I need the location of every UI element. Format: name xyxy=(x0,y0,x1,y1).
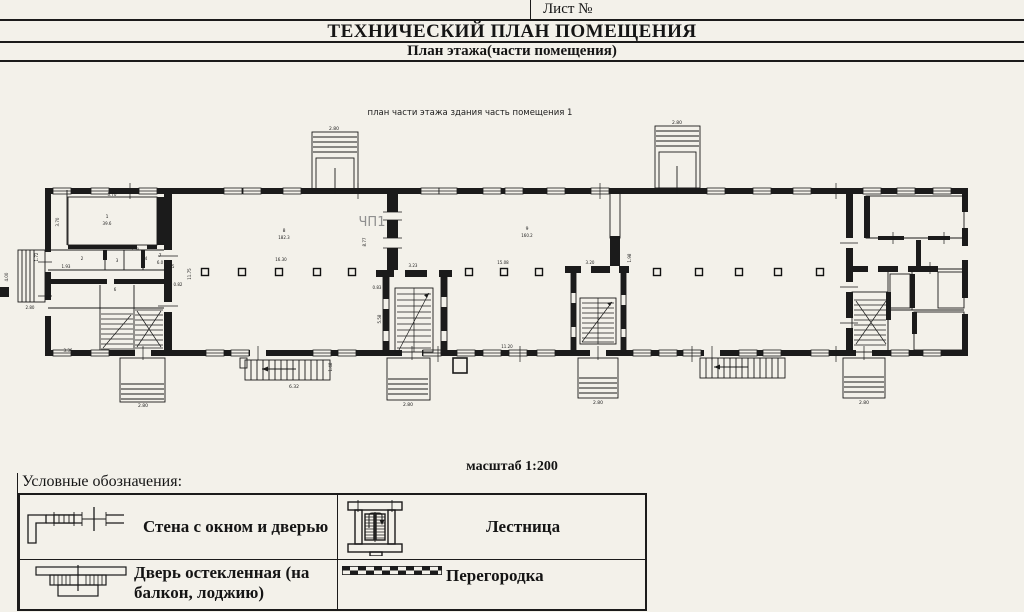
document-title: ТЕХНИЧЕСКИЙ ПЛАН ПОМЕЩЕНИЯ xyxy=(0,19,1024,43)
room-area: 182.3 xyxy=(278,235,290,240)
sheet-number-label: Лист № xyxy=(543,1,593,17)
door-openings xyxy=(45,212,968,356)
legend-label-partition: Перегородка xyxy=(446,566,544,585)
document-subtitle: План этажа(части помещения) xyxy=(0,43,1024,62)
dimension: 2.80 xyxy=(592,401,604,406)
stair-treads xyxy=(101,288,886,352)
dimension: 0.82 xyxy=(173,282,183,287)
legend-cell-wall-window-door xyxy=(20,495,338,560)
dimension: 0.83 xyxy=(372,285,382,290)
legend-title: Условные обозначения: xyxy=(22,473,183,490)
dimension: 4.00 xyxy=(4,272,9,282)
room-number: 2 xyxy=(80,256,84,261)
legend xyxy=(17,473,646,611)
sheet-number-cell xyxy=(530,0,592,19)
dimension: 5.58 xyxy=(377,314,382,324)
dimension: 1.72 xyxy=(34,252,39,262)
dimension: 3.36 xyxy=(63,348,73,353)
room-number: 8 xyxy=(282,229,286,234)
room-number: 3 xyxy=(115,258,119,263)
stair-arrows xyxy=(262,293,720,372)
room-number: 4 xyxy=(144,256,148,261)
partition-symbol xyxy=(342,566,442,576)
dimension: 11.75 xyxy=(187,268,192,280)
legend-cell-partition xyxy=(338,560,645,609)
glazed-door-symbol xyxy=(28,565,128,599)
stairs-symbol xyxy=(342,498,408,556)
legend-label-stairs: Лестница xyxy=(486,517,561,537)
legend-table xyxy=(18,493,647,611)
dimension: 2.80 xyxy=(858,401,870,406)
wall-window-door-symbol xyxy=(24,507,129,547)
dimension: 6.32 xyxy=(288,385,300,390)
room-area: 39.6 xyxy=(102,221,112,226)
room-area: 6.0 xyxy=(156,260,164,265)
room-area: 160.2 xyxy=(521,233,533,238)
dimension: 2.80 xyxy=(328,127,340,132)
sheet-number-row xyxy=(0,0,1024,19)
dimension: 15.08 xyxy=(497,260,509,265)
dimension: 11.20 xyxy=(501,344,513,349)
dimension: 2.80 xyxy=(137,404,149,409)
room-number: 6 xyxy=(113,287,117,292)
dimension: 2.80 xyxy=(671,121,683,126)
room-number: 9 xyxy=(525,227,529,232)
room-number: 7 xyxy=(158,254,162,259)
dimension: 3.23 xyxy=(408,263,418,268)
legend-cell-glazed-door xyxy=(20,560,338,609)
legend-label-wall-window-door: Стена с окном и дверью xyxy=(143,517,329,537)
dimension: 1.93 xyxy=(61,264,71,269)
measurement-ticks xyxy=(38,183,944,362)
dimension: 2.80 xyxy=(25,305,35,310)
dimension: 8.77 xyxy=(362,237,367,247)
room-number: 1 xyxy=(105,215,109,220)
columns xyxy=(202,269,824,276)
dimension: 3.20 xyxy=(585,260,595,265)
scale-label: масштаб 1:200 xyxy=(466,459,558,474)
dimension: 1.98 xyxy=(627,253,632,263)
dimension: 5.70 xyxy=(107,192,117,197)
dimension: 16.30 xyxy=(275,257,287,262)
dimension: 3.45 xyxy=(165,264,175,269)
legend-cell-stairs xyxy=(338,495,645,560)
dimension: 1.48 xyxy=(328,362,333,372)
dimension: 2.80 xyxy=(402,403,414,408)
premise-label: ЧП1 xyxy=(358,215,386,230)
legend-label-glazed-door: Дверь остекленная (на балкон, лоджию) xyxy=(134,563,310,602)
floor-plan-svg xyxy=(0,62,1024,462)
plan-caption: план части этажа здания часть помещения 1 xyxy=(367,108,573,118)
dimension: 1.30 xyxy=(131,247,139,251)
dimension: 3.70 xyxy=(55,217,60,227)
